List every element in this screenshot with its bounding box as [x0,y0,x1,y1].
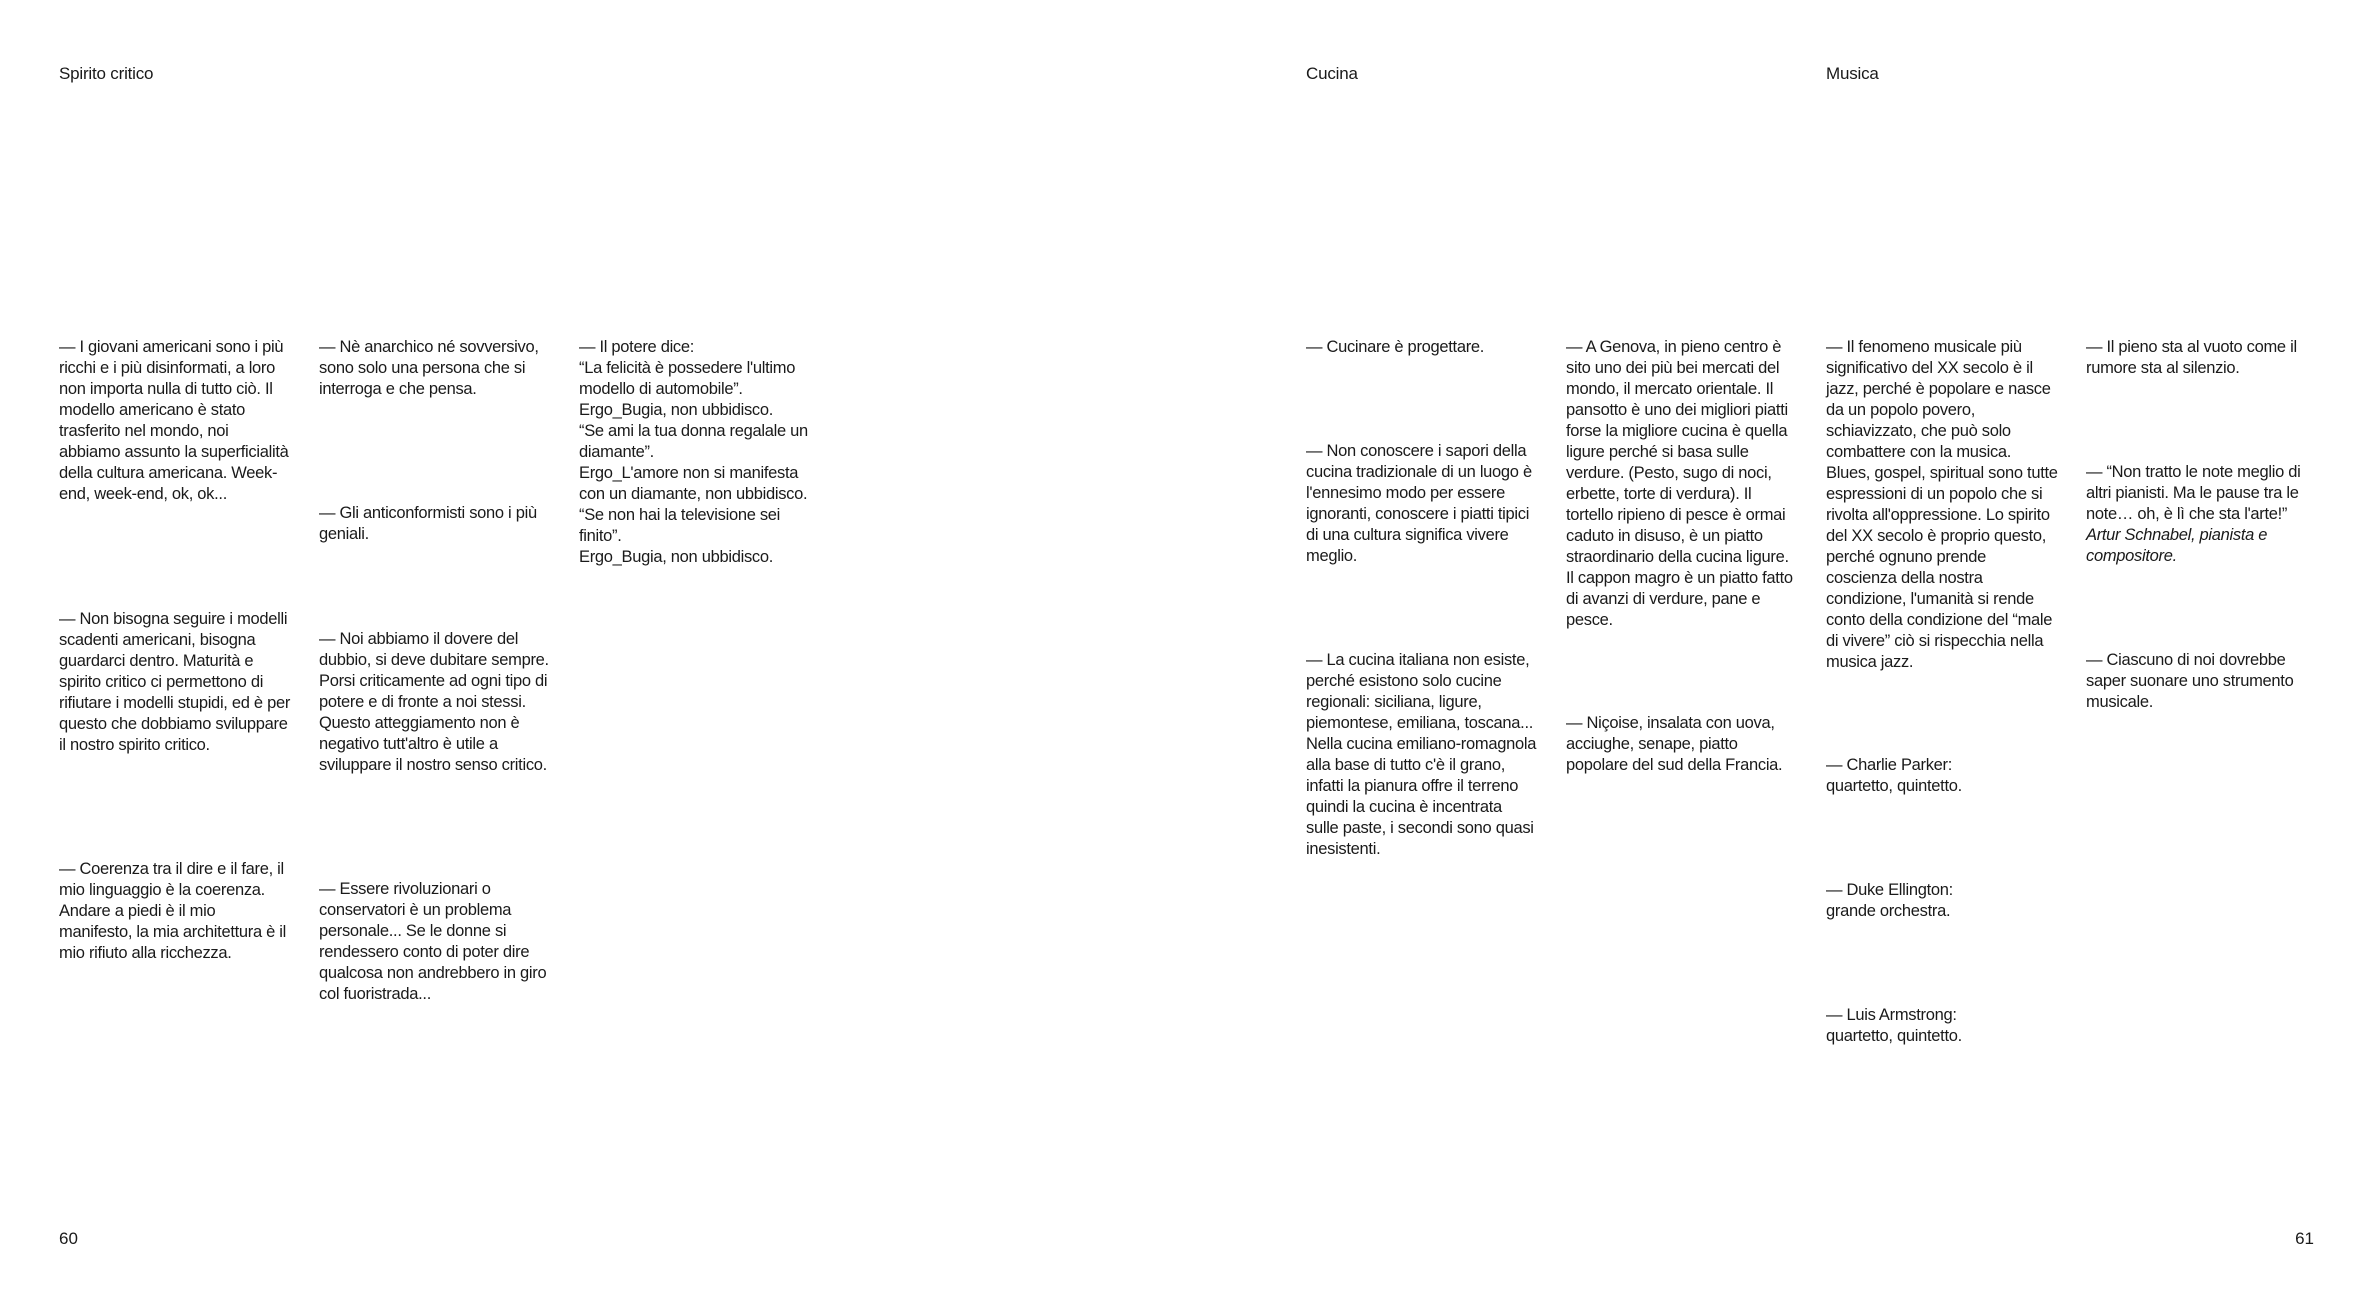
paragraph: — Charlie Parker: quartetto, quintetto. [1826,756,1962,795]
quote-paragraph [2086,462,2318,567]
section-heading-spirito-critico: Spirito critico [59,64,154,83]
page-number-left: 60 [59,1229,78,1248]
paragraph: — A Genova, in pieno centro è sito uno dei più bei mercati del mondo, il mercato orientale. Il pansotto è uno dei migliori piatti forse la migliore cucina è quella ligure perché si basa sulle verdure. (Pesto, sugo di noci, erbette, torte di verdura). Il tortello ripieno di pesce è ormai caduto in disuso, è un piatto straordinario della cucina ligure. Il cappon magro è un piatto fatto di avanzi di verdure, pane e pesce. [1566,338,1793,629]
paragraph: — Cucinare è progettare. [1306,338,1485,356]
paragraph: — Duke Ellington: grande orchestra. [1826,881,1953,920]
section-heading-musica: Musica [1826,64,1879,83]
quote-text: — “Non tratto le note meglio di altri pianisti. Ma le pause tra le note… oh, è lì che sta l'arte!” [2086,463,2301,523]
paragraph: — Nè anarchico né sovversivo, sono solo una persona che si interroga e che pensa. [319,338,539,398]
paragraph: — Il fenomeno musicale più significativo del XX secolo è il jazz, perché è popolare e nasce da un popolo povero, schiavizzato, che può solo combattere con la musica. Blues, gospel, spiritual sono tutte espressioni di un popolo che si rivolta all'oppressione. Lo spirito del XX secolo è proprio questo, perché ognuno prende coscienza della nostra condizione, l'umanità si rende conto della condizione del “male di vivere” ciò si rispecchia nella musica jazz. [1826,338,2058,671]
paragraph: — Il potere dice: “La felicità è possedere l'ultimo modello di automobile”. Ergo_Bugia, non ubbidisco. “Se ami la tua donna regalale un diamante”. Ergo_L'amore non si manifesta con un diamante, non ubbidisco. “Se non hai la televisione sei finito”. Ergo_Bugia, non ubbidisco. [579,338,808,566]
paragraph: — Noi abbiamo il dovere del dubbio, si deve dubitare sempre. Porsi criticamente ad ogni tipo di potere e di fronte a noi stessi. Questo atteggiamento non è negativo tutt'altro è utile a sviluppare il nostro senso critico. [319,630,549,774]
quote-attribution: Artur Schnabel, pianista e compositore. [2086,526,2268,565]
paragraph: — I giovani americani sono i più ricchi e i più disinformati, a loro non importa nulla di tutto ciò. Il modello americano è stato trasferito nel mondo, noi abbiamo assunto la superficialità della cultura americana. Week-end, week-end, ok, ok... [59,338,289,503]
paragraph: — Non conoscere i sapori della cucina tradizionale di un luogo è l'ennesimo modo per essere ignoranti, conoscere i piatti tipici di una cultura significa vivere meglio. [1306,442,1532,565]
paragraph: — La cucina italiana non esiste, perché esistono solo cucine regionali: siciliana, ligure, piemontese, emiliana, toscana... Nella cucina emiliano-romagnola alla base di tutto c'è il grano, infatti la pianura offre il terreno quindi la cucina è incentrata sulle paste, i secondi sono quasi inesistenti. [1306,651,1537,858]
paragraph: — Il pieno sta al vuoto come il rumore sta al silenzio. [2086,338,2297,377]
paragraph: — Non bisogna seguire i modelli scadenti americani, bisogna guardarci dentro. Maturità e spirito critico ci permettono di rifiutare i modelli stupidi, ed è per questo che dobbiamo sviluppare il nostro spirito critico. [59,610,291,754]
paragraph: — Gli anticonformisti sono i più geniali. [319,504,537,543]
section-heading-cucina: Cucina [1306,64,1358,83]
paragraph: — Coerenza tra il dire e il fare, il mio linguaggio è la coerenza. Andare a piedi è il mio manifesto, la mia architettura è il mio rifiuto alla ricchezza. [59,860,287,962]
paragraph: — Luis Armstrong: quartetto, quintetto. [1826,1006,1962,1045]
page-number-right: 61 [2295,1229,2314,1248]
paragraph: — Essere rivoluzionari o conservatori è un problema personale... Se le donne si rendessero conto di poter dire qualcosa non andrebbero in giro col fuoristrada... [319,880,547,1003]
paragraph: — Ciascuno di noi dovrebbe saper suonare uno strumento musicale. [2086,651,2294,711]
paragraph: — Niçoise, insalata con uova, acciughe, senape, piatto popolare del sud della Francia. [1566,714,1783,774]
